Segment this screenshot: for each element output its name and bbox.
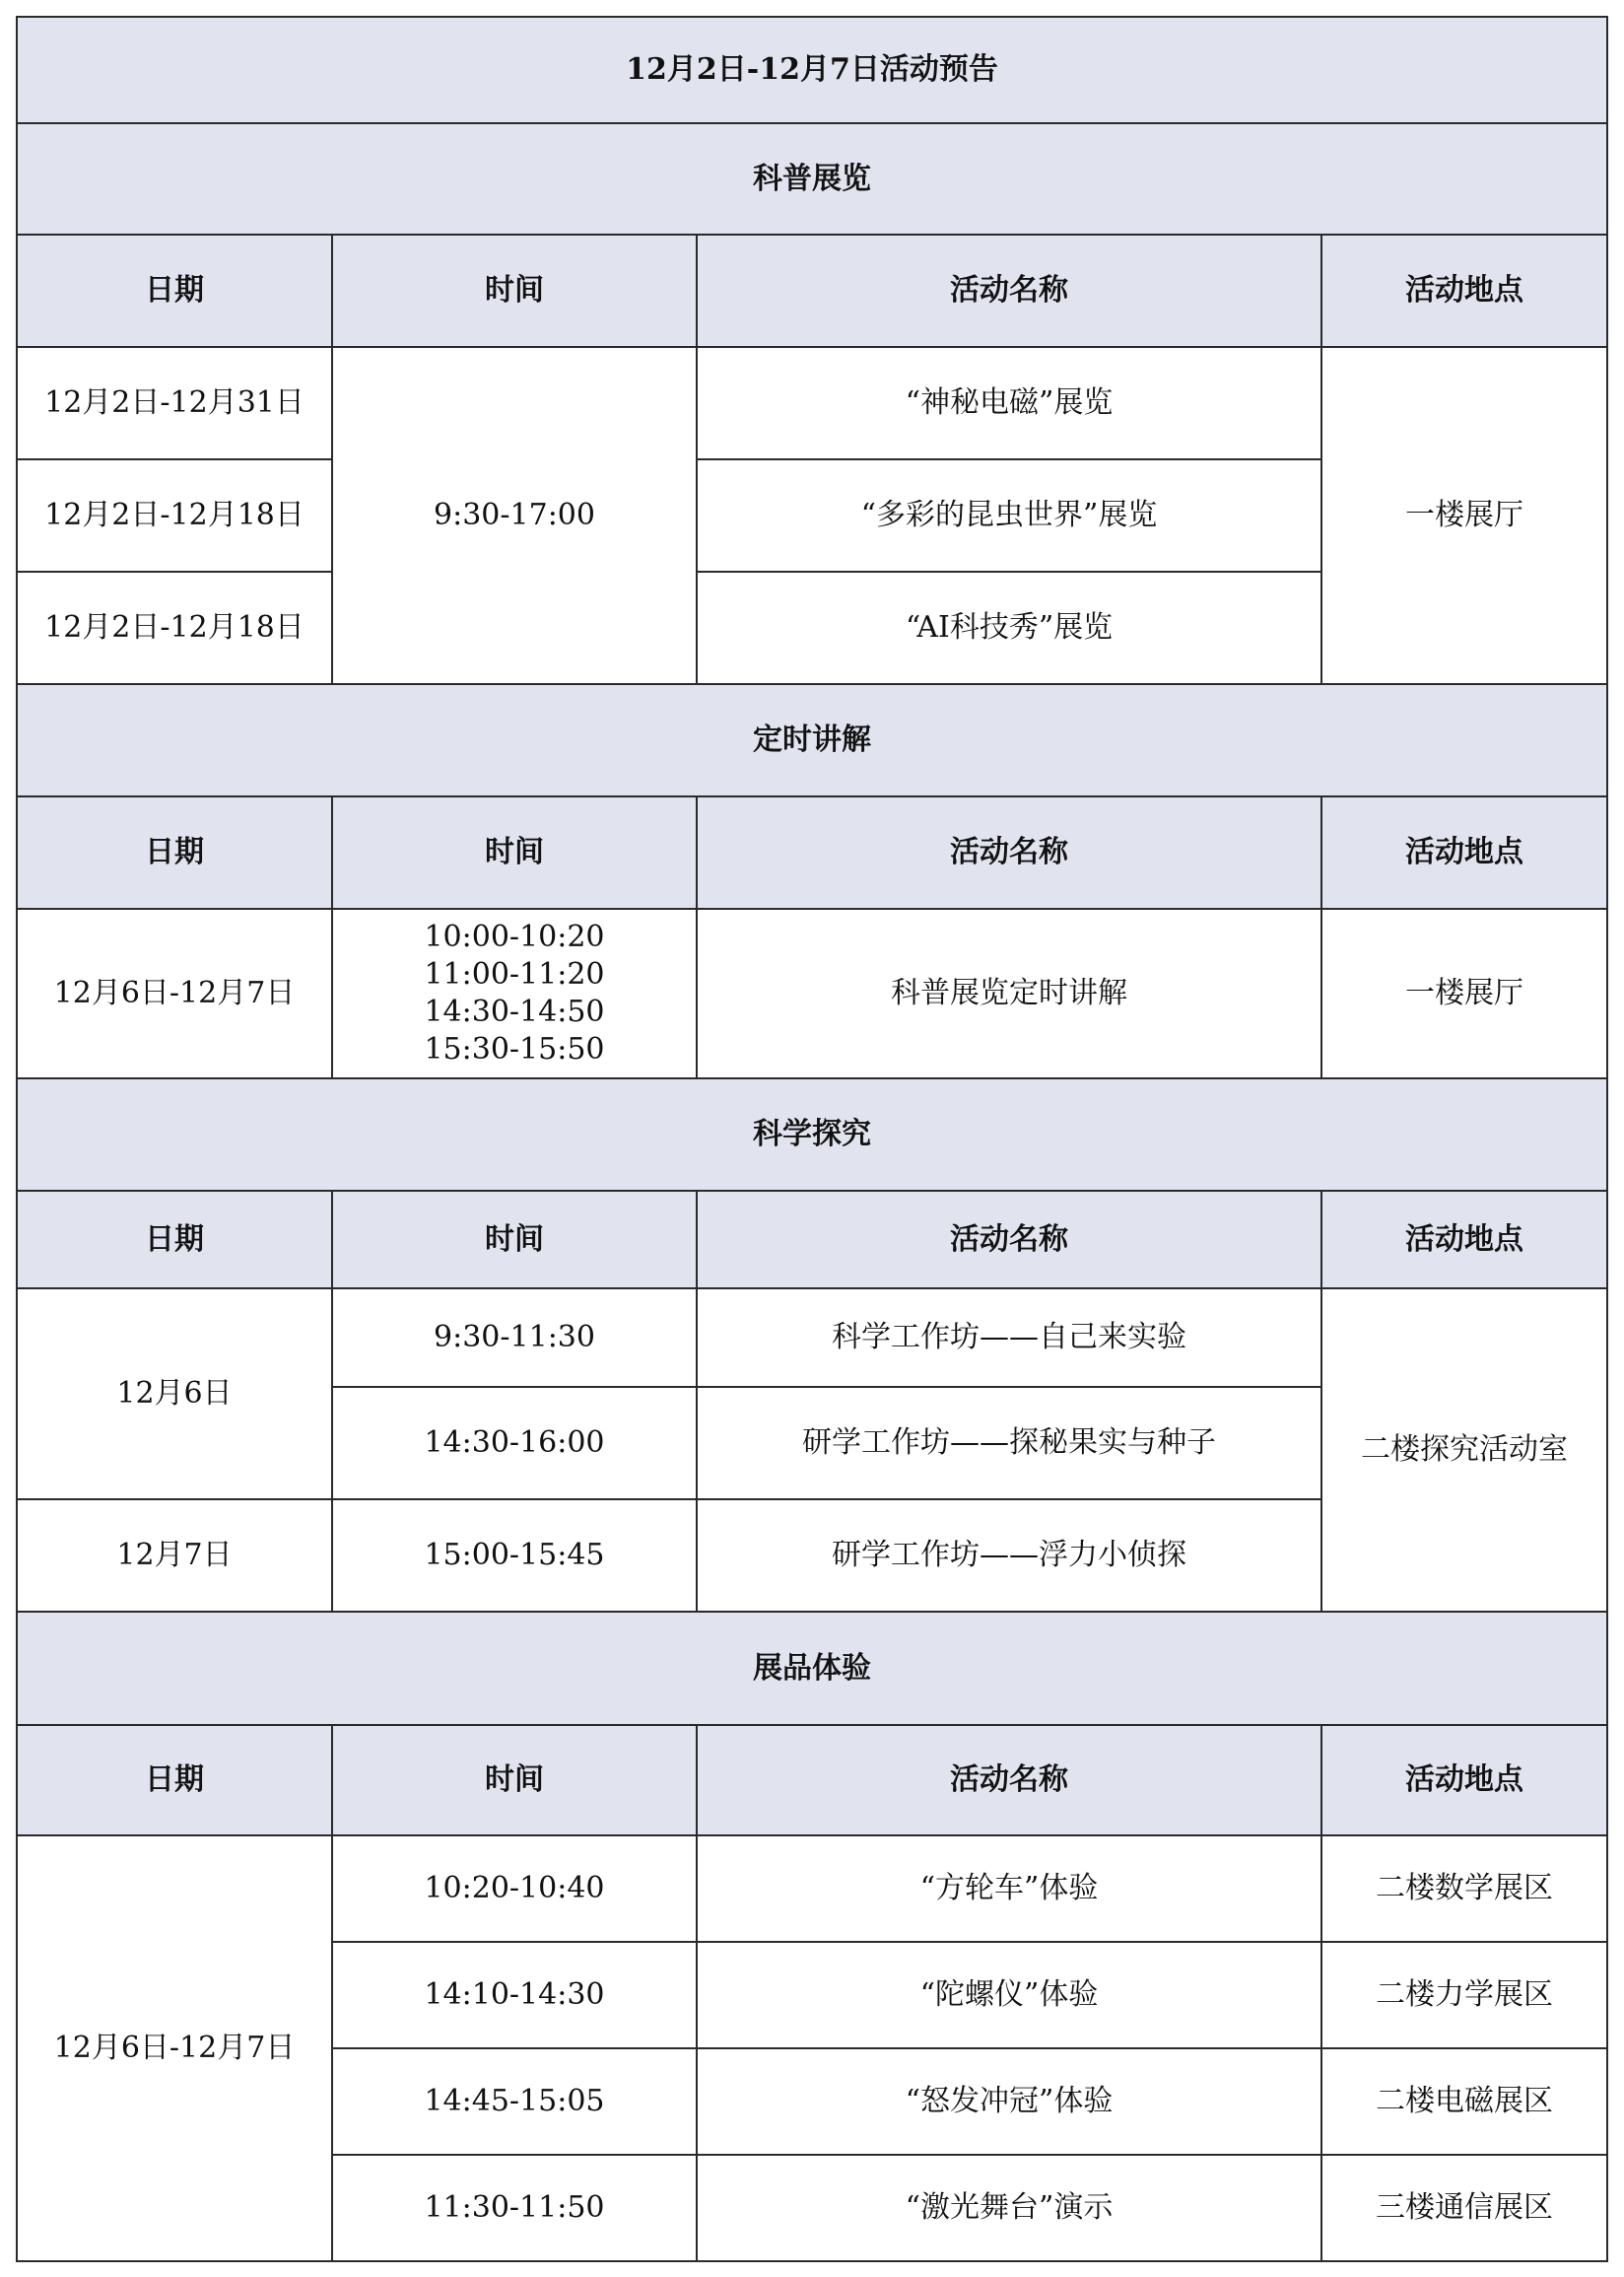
cell-time: 11:30-11:50 [332,2155,697,2261]
cell-time: 14:45-15:05 [332,2048,697,2155]
section-heading: 展品体验 [17,1612,1607,1725]
column-header-time: 时间 [332,796,697,909]
column-header-place: 活动地点 [1321,1191,1607,1288]
column-header-time: 时间 [332,235,697,347]
cell-date: 12月2日-12月31日 [17,347,332,459]
cell-time: 14:30-16:00 [332,1387,697,1499]
cell-time-list [332,909,697,1078]
column-header-name: 活动名称 [697,1191,1321,1288]
time-slot: 11:00-11:20 [424,957,605,992]
cell-place: 二楼电磁展区 [1321,2048,1607,2155]
section-heading: 科普展览 [17,123,1607,235]
cell-place: 三楼通信展区 [1321,2155,1607,2261]
time-slot: 14:30-14:50 [424,995,605,1029]
column-header-time: 时间 [332,1191,697,1288]
cell-date: 12月7日 [17,1499,332,1612]
cell-activity-name: 研学工作坊——探秘果实与种子 [697,1387,1321,1499]
cell-place: 二楼数学展区 [1321,1835,1607,1942]
column-header-date: 日期 [17,1191,332,1288]
cell-time: 15:00-15:45 [332,1499,697,1612]
cell-activity-name: 科普展览定时讲解 [697,909,1321,1078]
cell-activity-name: “激光舞台”演示 [697,2155,1321,2261]
cell-date: 12月6日-12月7日 [17,1835,332,2261]
column-header-date: 日期 [17,1725,332,1835]
section-heading: 定时讲解 [17,684,1607,796]
column-header-place: 活动地点 [1321,796,1607,909]
cell-place: 一楼展厅 [1321,909,1607,1078]
column-header-date: 日期 [17,235,332,347]
cell-activity-name: “陀螺仪”体验 [697,1942,1321,2048]
section-heading: 科学探究 [17,1078,1607,1191]
cell-activity-name: 科学工作坊——自己来实验 [697,1288,1321,1387]
time-slot: 15:30-15:50 [424,1032,605,1067]
column-header-date: 日期 [17,796,332,909]
column-header-time: 时间 [332,1725,697,1835]
cell-time: 10:20-10:40 [332,1835,697,1942]
cell-date: 12月6日-12月7日 [17,909,332,1078]
cell-activity-name: “AI科技秀”展览 [697,572,1321,684]
cell-date: 12月2日-12月18日 [17,459,332,572]
cell-activity-name: “怒发冲冠”体验 [697,2048,1321,2155]
schedule-table [16,16,1608,2262]
time-slot: 10:00-10:20 [424,920,605,954]
cell-time: 14:10-14:30 [332,1942,697,2048]
column-header-name: 活动名称 [697,235,1321,347]
cell-place: 二楼力学展区 [1321,1942,1607,2048]
cell-date: 12月6日 [17,1288,332,1499]
cell-place: 二楼探究活动室 [1321,1288,1607,1612]
cell-activity-name: “方轮车”体验 [697,1835,1321,1942]
cell-activity-name: “神秘电磁”展览 [697,347,1321,459]
cell-time: 9:30-11:30 [332,1288,697,1387]
cell-activity-name: “多彩的昆虫世界”展览 [697,459,1321,572]
page-title: 12月2日-12月7日活动预告 [17,17,1607,123]
column-header-name: 活动名称 [697,1725,1321,1835]
column-header-place: 活动地点 [1321,235,1607,347]
column-header-place: 活动地点 [1321,1725,1607,1835]
column-header-name: 活动名称 [697,796,1321,909]
cell-date: 12月2日-12月18日 [17,572,332,684]
cell-place: 一楼展厅 [1321,347,1607,684]
cell-time: 9:30-17:00 [332,347,697,684]
cell-activity-name: 研学工作坊——浮力小侦探 [697,1499,1321,1612]
